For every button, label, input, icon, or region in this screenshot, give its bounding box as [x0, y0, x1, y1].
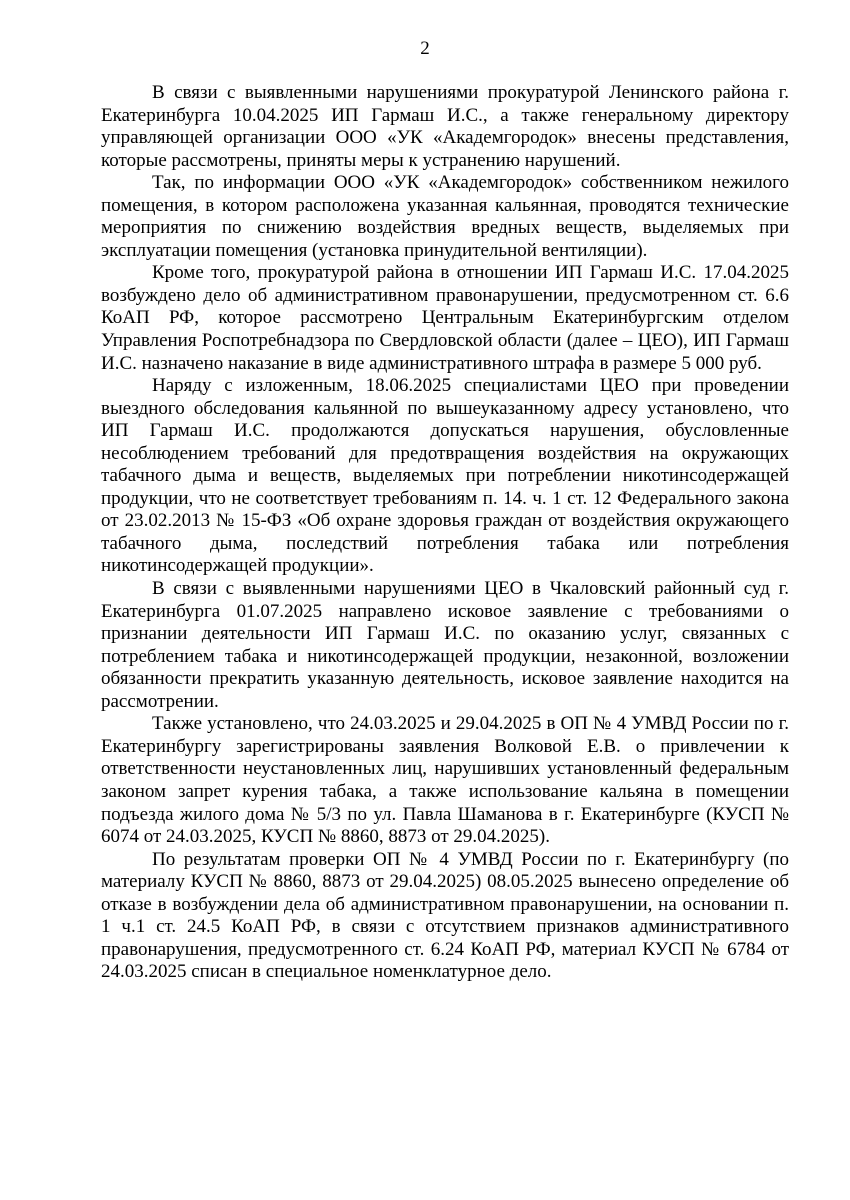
paragraph-ventilation-measures: Так, по информации ООО «УК «Академгородок» собственником нежилого помещения, в котором расположена указанная кальянная, проводятся технические мероприятия по снижению воздействия вредных веществ, выделяемых при эксплуатации помещения (установка принудительной вентиляции).	[101, 172, 789, 261]
paragraph-police-complaints: Также установлено, что 24.03.2025 и 29.04.2025 в ОП № 4 УМВД России по г. Екатеринбургу зарегистрированы заявления Волковой Е.В. о привлечении к ответственности неустановленных лиц, нарушивших установленный федеральным законом запрет курения табака, а также использование кальяна в помещении подъезда жилого дома № 5/3 по ул. Павла Шаманова в г. Екатеринбурге (КУСП № 6074 от 24.03.2025, КУСП № 8860, 8873 от 29.04.2025).	[101, 713, 789, 848]
paragraph-administrative-fine: Кроме того, прокуратурой района в отношении ИП Гармаш И.С. 17.04.2025 возбуждено дело об административном правонарушении, предусмотренном ст. 6.6 КоАП РФ, которое рассмотрено Центральным Екатеринбургским отделом Управления Роспотребнадзора по Свердловской области (далее – ЦЕО), ИП Гармаш И.С. назначено наказание в виде административного штрафа в размере 5 000 руб.	[101, 262, 789, 374]
document-body	[101, 82, 789, 984]
paragraph-violations-representations: В связи с выявленными нарушениями прокуратурой Ленинского района г. Екатеринбурга 10.04.2025 ИП Гармаш И.С., а также генеральному директору управляющей организации ООО «УК «Академгородок» внесены представления, которые рассмотрены, приняты меры к устранению нарушений.	[101, 82, 789, 171]
page-number: 2	[420, 38, 430, 59]
paragraph-inspection-findings: Наряду с изложенным, 18.06.2025 специалистами ЦЕО при проведении выездного обследования кальянной по вышеуказанному адресу установлено, что ИП Гармаш И.С. продолжаются допускаться нарушения, обусловленные несоблюдением требований для предотвращения воздействия на окружающих табачного дыма и веществ, выделяемых при потреблении никотинсодержащей продукции, что не соответствует требованиям п. 14. ч. 1 ст. 12 Федерального закона от 23.02.2013 № 15-ФЗ «Об охране здоровья граждан от воздействия окружающего табачного дыма, последствий потребления табака или потребления никотинсодержащей продукции».	[101, 375, 789, 577]
paragraph-court-claim: В связи с выявленными нарушениями ЦЕО в Чкаловский районный суд г. Екатеринбурга 01.07.2025 направлено исковое заявление с требованиями о признании деятельности ИП Гармаш И.С. по оказанию услуг, связанных с потреблением табака и никотинсодержащей продукции, незаконной, возложении обязанности прекратить указанную деятельность, исковое заявление находится на рассмотрении.	[101, 578, 789, 712]
paragraph-refusal-decision: По результатам проверки ОП № 4 УМВД России по г. Екатеринбургу (по материалу КУСП № 8860, 8873 от 29.04.2025) 08.05.2025 вынесено определение об отказе в возбуждении дела об административном правонарушении, на основании п. 1 ч.1 ст. 24.5 КоАП РФ, в связи с отсутствием признаков административного правонарушения, предусмотренного ст. 6.24 КоАП РФ, материал КУСП № 6784 от 24.03.2025 списан в специальное номенклатурное дело.	[101, 848, 789, 983]
